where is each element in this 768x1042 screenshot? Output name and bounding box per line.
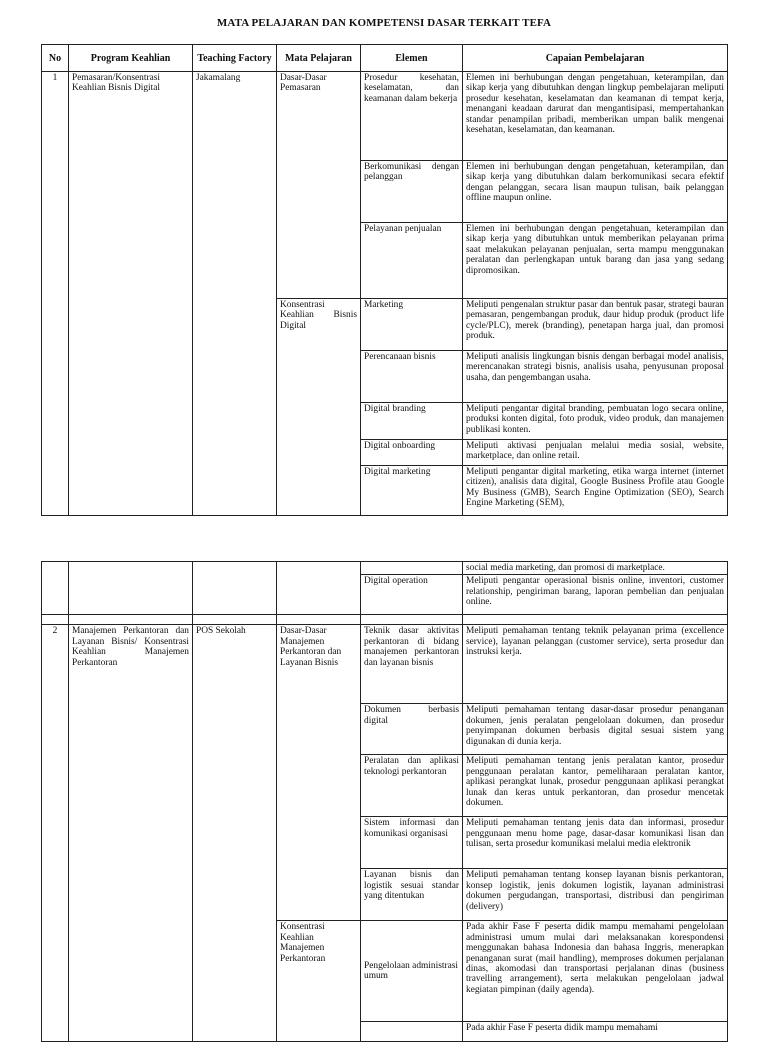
spacer-row bbox=[42, 615, 728, 625]
teaching-factory: Jakamalang bbox=[193, 72, 277, 516]
capaian-cell: Meliputi pemahaman tentang konsep layanan bisnis perkantoran, konsep logistik, jenis dokumen logistik, layanan administrasi dokumen pergudangan, transportasi, distribusi dan pengiriman (delivery) bbox=[463, 869, 728, 921]
elemen-cell: Layanan bisnis dan logistik sesuai standar yang ditentukan bbox=[361, 869, 463, 921]
capaian-cell: Meliputi pemahaman tentang dasar-dasar prosedur penanganan dokumen, jenis peralatan pengelolaan dokumen, dan prosedur penyimpanan dokumen berbasis digital sesuai sistem yang digunakan di dunia kerja. bbox=[463, 704, 728, 755]
header-no: No bbox=[42, 45, 69, 72]
elemen-cell: Marketing bbox=[361, 299, 463, 351]
elemen-cell: Pengelolaan administrasi umum bbox=[361, 921, 463, 1022]
mata-pelajaran: Konsentrasi Keahlian Bisnis Digital bbox=[277, 299, 361, 516]
row-number: 2 bbox=[42, 625, 69, 1042]
mata-pelajaran: Konsentrasi Keahlian Manajemen Perkantoran bbox=[277, 921, 361, 1042]
elemen-cell: Berkomunikasi dengan pelanggan bbox=[361, 161, 463, 223]
capaian-cell: Pada akhir Fase F peserta didik mampu memahami pengelolaan administrasi umum mulai dari melaksanakan korespondensi menggunakan bahasa Indonesia dan bahasa Inggris, menerapkan penanganan surat (mail handling), memproses dokumen perjalanan dinas, akomodasi dan transportasi perjalanan dinas (business travelling arrangement), serta melakukan pengelolaan jadwal kegiatan pimpinan (daily agenda). bbox=[463, 921, 728, 1022]
elemen-cell: Digital branding bbox=[361, 403, 463, 440]
capaian-cell: Meliputi pengantar digital marketing, etika warga internet (internet citizen), analisis data digital, Google Business Profile atau Google My Business (GMB), Search Engine Optimization (SEO), Search Engine Marketing (SEM), bbox=[463, 466, 728, 516]
competency-table bbox=[41, 44, 728, 516]
elemen-cell: Peralatan dan aplikasi teknologi perkantoran bbox=[361, 755, 463, 817]
elemen-cell: Perencanaan bisnis bbox=[361, 351, 463, 403]
elemen-cell: Dokumen berbasis digital bbox=[361, 704, 463, 755]
capaian-cell: Meliputi pemahaman tentang teknik pelayanan prima (excellence service), layanan pelanggan (customer service), serta prosedur dan instruksi kerja. bbox=[463, 625, 728, 704]
capaian-cell: Meliputi aktivasi penjualan melalui media sosial, website, marketplace, dan online retail. bbox=[463, 440, 728, 466]
capaian-cell: Pada akhir Fase F peserta didik mampu memahami bbox=[463, 1022, 728, 1042]
capaian-cell: Meliputi pemahaman tentang jenis data dan informasi, prosedur penggunaan menu home page, dasar-dasar komunikasi lisan dan tulisan, serta prosedur komunikasi melalui media elektronik bbox=[463, 817, 728, 869]
header-mata-pelajaran: Mata Pelajaran bbox=[277, 45, 361, 72]
competency-table-continued bbox=[41, 561, 728, 1042]
row-number: 1 bbox=[42, 72, 69, 516]
elemen-cell: Digital marketing bbox=[361, 466, 463, 516]
capaian-cell: Elemen ini berhubungan dengan pengetahuan, keterampilan, dan sikap kerja yang dibutuhkan dengan lingkup pembelajaran meliputi prosedur kesehatan, keselamatan dan keamanan di tempat kerja, menangani keadaan darurat dan mengantisipasi, mempertahankan standar penampilan pribadi, memberikan umpan balik mengenai kesehatan, keselamatan, dan keamanan. bbox=[463, 72, 728, 161]
program-keahlian: Manajemen Perkantoran dan Layanan Bisnis/ Konsentrasi Keahlian Manajemen Perkantoran bbox=[69, 625, 193, 1042]
header-program: Program Keahlian bbox=[69, 45, 193, 72]
table-header-row bbox=[42, 45, 728, 72]
table-row bbox=[42, 72, 728, 161]
mata-pelajaran: Dasar-Dasar Pemasaran bbox=[277, 72, 361, 299]
header-elemen: Elemen bbox=[361, 45, 463, 72]
mata-pelajaran: Dasar-Dasar Manajemen Perkantoran dan Layanan Bisnis bbox=[277, 625, 361, 921]
capaian-cell: Elemen ini berhubungan dengan pengetahuan, keterampilan, dan sikap kerja yang dibutuhkan dalam berkomunikasi secara efektif dengan pelanggan, secara lisan maupun tulisan, baik pelanggan offline maupun online. bbox=[463, 161, 728, 223]
elemen-cell: Prosedur kesehatan, keselamatan, dan keamanan dalam bekerja bbox=[361, 72, 463, 161]
page-title: MATA PELAJARAN DAN KOMPETENSI DASAR TERKAIT TEFA bbox=[216, 17, 552, 29]
elemen-cell: Sistem informasi dan komunikasi organisasi bbox=[361, 817, 463, 869]
header-teaching-factory: Teaching Factory bbox=[193, 45, 277, 72]
program-keahlian: Pemasaran/Konsentrasi Keahlian Bisnis Digital bbox=[69, 72, 193, 516]
table-row bbox=[42, 625, 728, 704]
elemen-cell: Digital onboarding bbox=[361, 440, 463, 466]
capaian-cell: Meliputi analisis lingkungan bisnis dengan berbagai model analisis, merencanakan strategi bisnis, analisis usaha, penyusunan proposal usaha, dan pengembangan usaha. bbox=[463, 351, 728, 403]
elemen-cell: Pelayanan penjualan bbox=[361, 223, 463, 299]
teaching-factory: POS Sekolah bbox=[193, 625, 277, 1042]
capaian-cell: Meliputi pemahaman tentang jenis peralatan kantor, prosedur penggunaan peralatan kantor, pemeliharaan peralatan kantor, aplikasi perangkat lunak, prosedur penggunaan aplikasi perangkat lunak dan keras untuk perkantoran, dan prosedur mencetak dokumen. bbox=[463, 755, 728, 817]
capaian-cell: Meliputi pengenalan struktur pasar dan bentuk pasar, strategi bauran pemasaran, pengembangan produk, daur hidup produk (product life cycle/PLC), merek (branding), penetapan harga jual, dan promosi produk. bbox=[463, 299, 728, 351]
elemen-cell: Digital operation bbox=[361, 575, 463, 615]
header-capaian: Capaian Pembelajaran bbox=[463, 45, 728, 72]
capaian-cell: Meliputi pengantar digital branding, pembuatan logo secara online, produksi konten digital, foto produk, video produk, dan manajemen publikasi konten. bbox=[463, 403, 728, 440]
elemen-cell bbox=[361, 1022, 463, 1042]
capaian-cell: Meliputi pengantar operasional bisnis online, inventori, customer relationship, pengiriman barang, laporan pembelian dan penjualan online. bbox=[463, 575, 728, 615]
capaian-cell: Elemen ini berhubungan dengan pengetahuan, keterampilan dan sikap kerja yang dibutuhkan untuk memberikan pelayanan prima saat melakukan pelayanan penjualan, serta mampu menggunakan peralatan dan perlengkapan untuk barang dan jasa yang sedang dipromosikan. bbox=[463, 223, 728, 299]
elemen-cell: Teknik dasar aktivitas perkantoran di bidang manajemen perkantoran dan layanan bisnis bbox=[361, 625, 463, 704]
capaian-cell: social media marketing, dan promosi di marketplace. bbox=[463, 562, 728, 575]
table-row bbox=[42, 562, 728, 575]
